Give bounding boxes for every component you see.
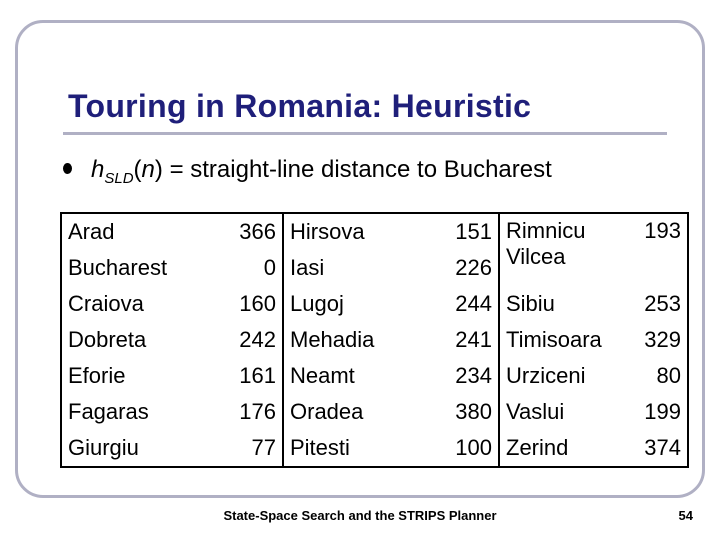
city-distance: 100 — [426, 430, 499, 467]
city-name: Bucharest — [61, 250, 214, 286]
city-distance: 253 — [627, 286, 688, 322]
city-name-line2: Vilcea — [506, 244, 566, 269]
heuristic-argument: n — [141, 156, 155, 183]
city-name: Arad — [61, 213, 214, 250]
city-distance: 234 — [426, 358, 499, 394]
city-distance: 366 — [214, 213, 283, 250]
table-row — [61, 322, 688, 358]
slide-title: Touring in Romania: Heuristic — [68, 88, 532, 124]
open-paren: ( — [133, 156, 142, 183]
table-row — [61, 358, 688, 394]
city-name: Vaslui — [506, 399, 565, 424]
city-name: Zerind — [499, 430, 627, 467]
city-distance: 242 — [214, 322, 283, 358]
city-name-line1: Rimnicu — [506, 218, 586, 243]
city-name: Urziceni — [506, 363, 586, 388]
city-name-multiline — [499, 213, 627, 286]
city-distance: 160 — [214, 286, 283, 322]
bullet-heuristic-definition — [63, 154, 552, 195]
city-distance: 244 — [426, 286, 499, 322]
city-name: Timisoara — [506, 327, 602, 352]
city-distance: 329 — [627, 322, 688, 358]
city-distance: 80 — [627, 358, 688, 394]
city-distance: 176 — [214, 394, 283, 430]
city-name: Neamt — [290, 363, 355, 388]
city-name: Oradea — [290, 399, 364, 424]
city-distance: 199 — [627, 394, 688, 430]
distance-table — [60, 212, 689, 468]
city-distance: 151 — [426, 213, 499, 250]
city-name: Mehadia — [290, 327, 375, 352]
city-distance: 193 — [627, 213, 688, 286]
bullet-dot-icon — [63, 163, 72, 174]
city-name: Hirsova — [283, 213, 426, 250]
city-distance: 161 — [214, 358, 283, 394]
title-divider — [63, 132, 667, 135]
slide-footer: State-Space Search and the STRIPS Planner — [223, 508, 497, 523]
city-name: Lugoj — [290, 291, 344, 316]
heuristic-description: ) = straight-line distance to Bucharest — [154, 156, 552, 183]
heuristic-symbol: h — [91, 156, 105, 183]
city-name: Fagaras — [61, 394, 214, 430]
city-name: Giurgiu — [61, 430, 214, 467]
city-distance: 77 — [214, 430, 283, 467]
table-row — [61, 394, 688, 430]
city-distance: 374 — [627, 430, 688, 467]
heuristic-subscript: SLD — [104, 169, 134, 187]
city-distance: 226 — [426, 250, 499, 286]
city-distance: 380 — [426, 394, 499, 430]
city-distance: 0 — [214, 250, 283, 286]
city-distance: 241 — [426, 322, 499, 358]
city-name: Sibiu — [506, 291, 555, 316]
city-name: Iasi — [290, 255, 325, 280]
table-row — [61, 213, 688, 250]
city-name: Dobreta — [61, 322, 214, 358]
page-number: 54 — [678, 508, 693, 523]
city-name: Craiova — [61, 286, 214, 322]
city-name: Pitesti — [283, 430, 426, 467]
city-name: Eforie — [61, 358, 214, 394]
table-row — [61, 430, 688, 467]
table-row — [61, 286, 688, 322]
